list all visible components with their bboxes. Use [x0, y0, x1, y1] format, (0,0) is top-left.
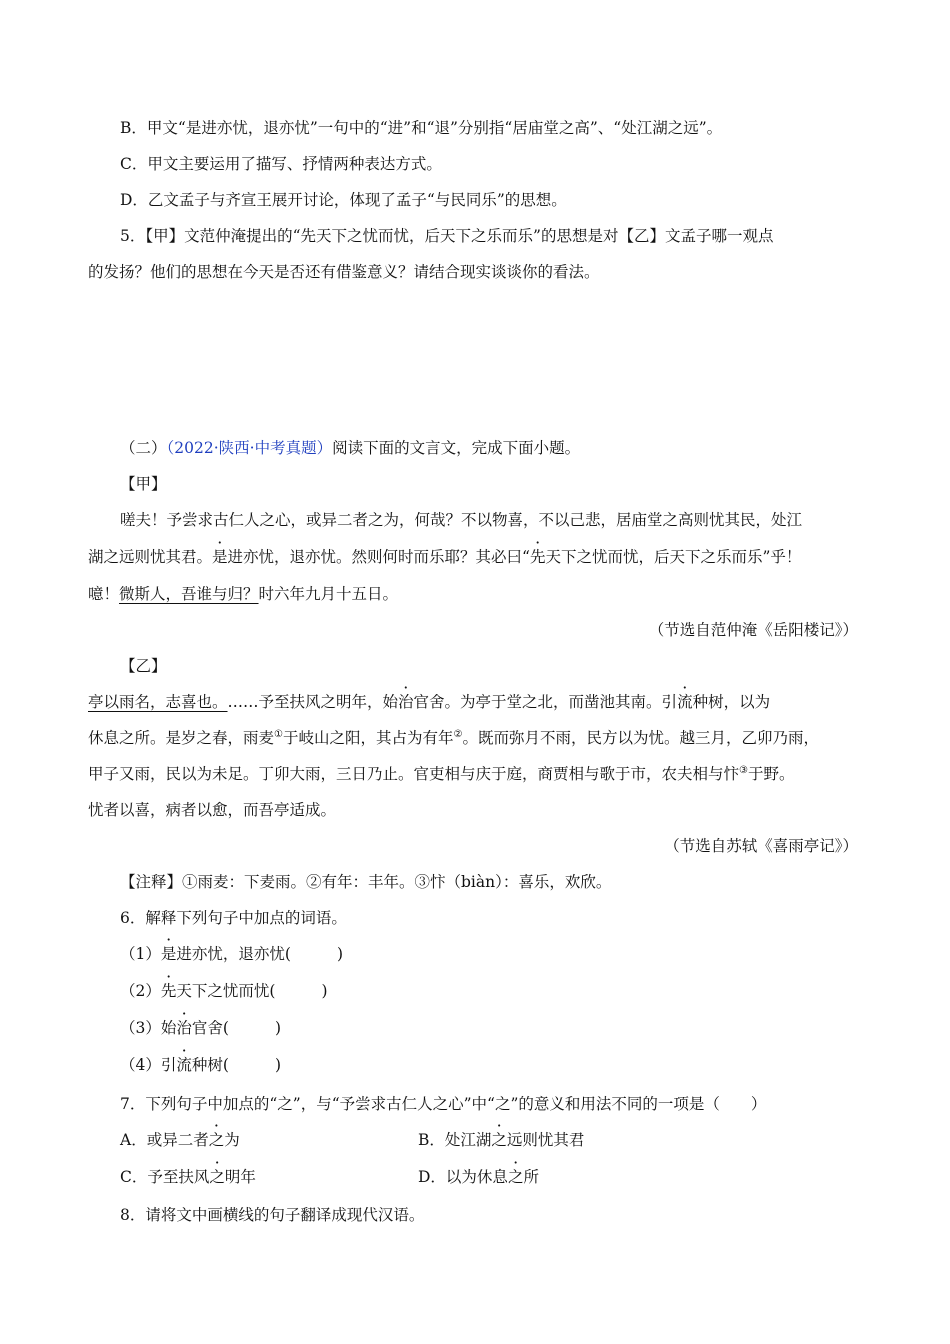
q6-stem: 6．解释下列句子中加点的词语。 — [120, 909, 347, 927]
notes: 【注释】①雨麦：下麦雨。②有年：丰年。③忭（biàn）：喜乐，欢欣。 — [120, 873, 612, 891]
jia-line-2-c: 天下之忧而忧，后天下之乐而乐”乎！ — [545, 548, 802, 566]
jia-line-1: 嗟夫！予尝求古仁人之心，或异二者之为，何哉？不以物喜，不以己悲，居庙堂之高则忧其民，处江 — [120, 511, 803, 529]
yi-line-1-a: ……予至扶风之明年，始 — [227, 693, 399, 711]
option-text: 远则忧其君 — [506, 1131, 585, 1149]
q6-item-3 — [120, 1017, 281, 1039]
item-text: 天下之忧而忧( — [176, 982, 276, 1000]
option-text: C．予至扶风 — [120, 1168, 210, 1186]
section2-suffix: 阅读下面的文言文，完成下面小题。 — [332, 439, 581, 457]
note-mark: ② — [453, 728, 463, 740]
dotted-char: 之 — [209, 1168, 225, 1186]
note-mark: ③ — [739, 764, 748, 776]
item-close: ) — [274, 1019, 282, 1037]
yi-line-2 — [88, 727, 819, 749]
jia-line-2-b: 进亦忧，退亦忧。然则何时而乐耶？其必曰“ — [227, 548, 530, 566]
q6-item-4 — [120, 1054, 281, 1076]
item-text: 种树( — [191, 1056, 229, 1074]
q4-option-b: B．甲文“是进亦忧，退亦忧”一句中的“进”和“退”分别指“居庙堂之高”、“处江湖之远”。 — [120, 119, 723, 137]
dotted-char: 流 — [677, 693, 693, 711]
q7-option-b[interactable] — [418, 1129, 584, 1151]
yi-line-1-b: 官舍。为亭于堂之北，而凿池其南。引 — [413, 693, 678, 711]
item-text: 进亦忧，退亦忧( — [176, 945, 291, 963]
item-number: （1） — [120, 945, 161, 963]
jia-label: 【甲】 — [120, 475, 167, 493]
jia-line-2 — [88, 546, 801, 568]
item-text: 官舍( — [191, 1019, 229, 1037]
yi-line-2-b: 于岐山之阳，其占为有年 — [282, 729, 454, 747]
dotted-char: 是 — [212, 548, 228, 566]
dotted-char: 之 — [491, 1131, 507, 1149]
yi-label: 【乙】 — [120, 657, 167, 675]
option-text: B．处江湖 — [418, 1131, 492, 1149]
item-number: （2） — [120, 982, 161, 1000]
underlined-sentence: 亭以雨名，志喜也。 — [88, 693, 228, 711]
q7-option-a[interactable] — [120, 1129, 240, 1151]
q6-item-2 — [120, 980, 328, 1002]
yi-line-1-c: 种树，以为 — [692, 693, 771, 711]
item-close: ) — [321, 982, 328, 1000]
dotted-char: 治 — [176, 1019, 192, 1037]
jia-line-3 — [88, 583, 398, 605]
jia-line-2-a: 湖之远则忧其君。 — [88, 548, 213, 566]
dotted-char: 之 — [507, 1168, 524, 1186]
q6-item-1 — [120, 943, 343, 965]
q5-line-1: 5．【甲】文范仲淹提出的“先天下之忧而忧，后天下之乐而乐”的思想是对【乙】文孟子哪一观点 — [120, 227, 774, 245]
option-text: 明年 — [224, 1168, 256, 1186]
dotted-char: 先 — [160, 982, 177, 1000]
item-pre: 引 — [160, 1056, 177, 1074]
yi-line-2-a: 休息之所。是岁之春，雨麦 — [88, 729, 275, 747]
yi-source: （节选自苏轼《喜雨亭记》） — [664, 837, 858, 855]
q7-option-d[interactable] — [418, 1166, 539, 1188]
item-close: ) — [336, 945, 344, 963]
dotted-char: 先 — [529, 548, 546, 566]
q8-stem: 8．请将文中画横线的句子翻译成现代汉语。 — [120, 1206, 425, 1224]
section2-heading — [120, 437, 580, 459]
underlined-sentence: 微斯人，吾谁与归？ — [119, 585, 259, 603]
item-pre: 始 — [160, 1019, 177, 1037]
jia-line-3-a: 噫！ — [88, 585, 120, 603]
section2-prefix: （二） — [120, 439, 167, 457]
yi-line-1 — [88, 691, 770, 713]
q4-option-c: C．甲文主要运用了描写、抒情两种表达方式。 — [120, 155, 442, 173]
option-text: A．或异二者 — [120, 1131, 209, 1149]
dotted-char: 是 — [160, 945, 177, 963]
yi-line-2-c: 。既而弥月不雨，民方以为忧。越三月，乙卯乃雨， — [462, 729, 819, 747]
yi-line-3 — [88, 763, 795, 785]
q5-line-2: 的发扬？他们的思想在今天是否还有借鉴意义？请结合现实谈谈你的看法。 — [88, 263, 600, 281]
q4-option-d: D．乙文孟子与齐宣王展开讨论，体现了孟子“与民同乐”的思想。 — [120, 191, 567, 209]
option-text: 为 — [224, 1131, 240, 1149]
yi-line-4: 忧者以喜，病者以愈，而吾亭适成。 — [88, 801, 337, 819]
item-number: （4） — [120, 1056, 161, 1074]
yi-line-3-b: 于野。 — [747, 765, 795, 783]
item-close: ) — [274, 1056, 282, 1074]
dotted-char: 治 — [398, 693, 414, 711]
item-number: （3） — [120, 1019, 161, 1037]
dotted-char: 之 — [208, 1131, 225, 1149]
option-text: 所 — [523, 1168, 539, 1186]
jia-source: （节选自范仲淹《岳阳楼记》） — [648, 621, 858, 639]
yi-line-3-a: 甲子又雨，民以为未足。丁卯大雨，三日乃止。官吏相与庆于庭，商贾相与歌于市，农夫相与忭 — [88, 765, 740, 783]
section2-source: （2022·陕西·中考真题） — [166, 439, 333, 457]
note-mark: ① — [274, 728, 283, 740]
dotted-char: 流 — [176, 1056, 192, 1074]
jia-line-3-b: 时六年九月十五日。 — [258, 585, 399, 603]
q7-stem: 7．下列句子中加点的“之”，与“予尝求古仁人之心”中“之”的意义和用法不同的一项是（ ） — [120, 1095, 767, 1113]
q7-option-c[interactable] — [120, 1166, 256, 1188]
option-text: D．以为休息 — [418, 1168, 508, 1186]
